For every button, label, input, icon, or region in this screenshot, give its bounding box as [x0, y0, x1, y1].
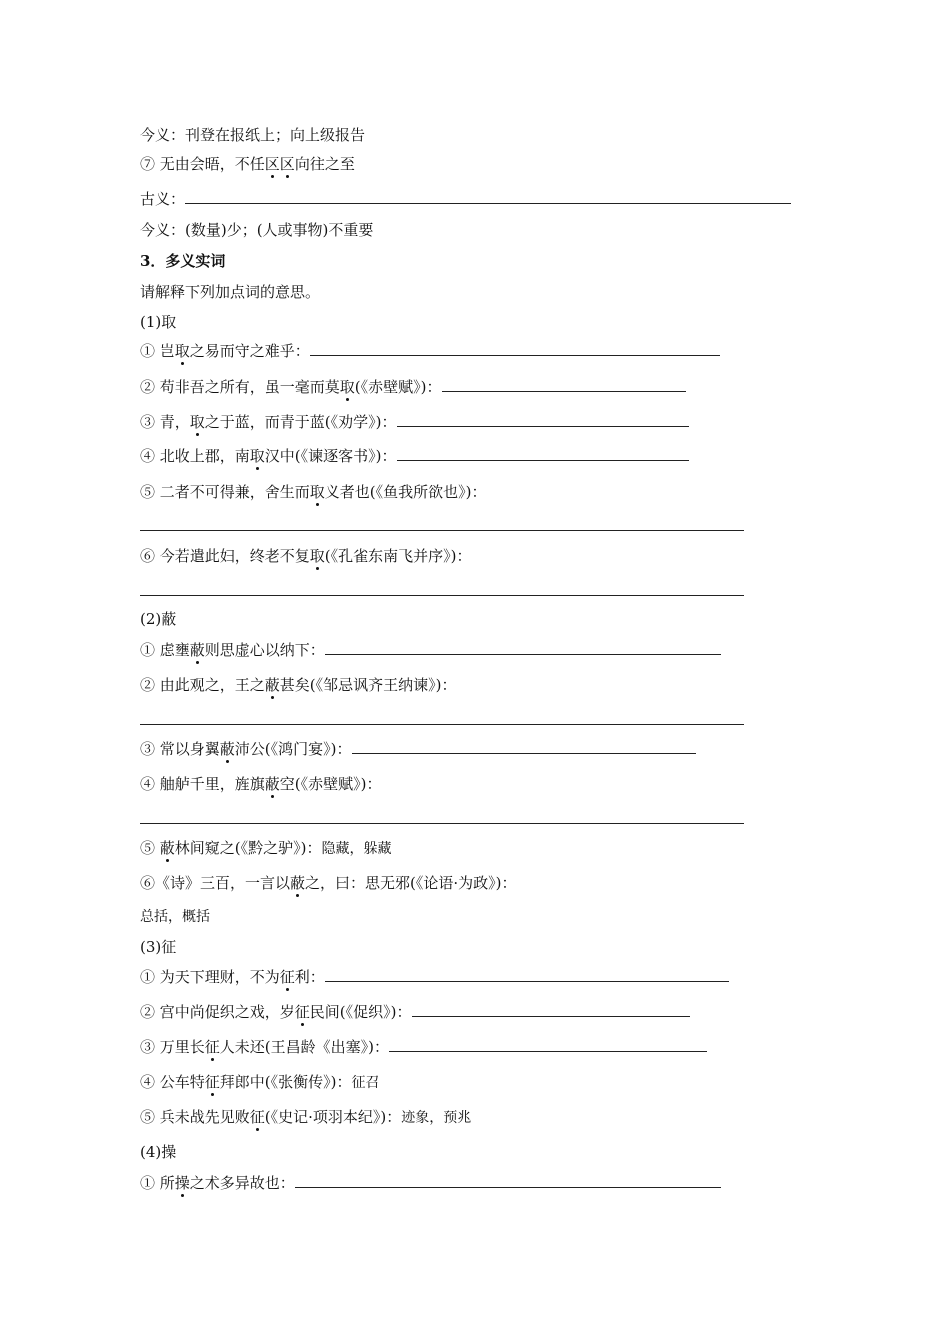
guyi-line: 古义：	[140, 189, 791, 209]
dotted-char: 征	[294, 1003, 310, 1021]
dotted-char: 取	[249, 447, 265, 465]
answer-line[interactable]	[140, 724, 744, 725]
dotted-char: 操	[174, 1174, 190, 1192]
word-title-zheng: (3)征	[140, 938, 177, 956]
dotted-char: 取	[339, 378, 355, 396]
answer-text: 迹象，预兆	[401, 1110, 472, 1126]
answer-blank[interactable]	[352, 739, 696, 754]
dotted-char: 取	[189, 413, 205, 431]
question-item: ② 由此观之，王之蔽甚矣(《邹忌讽齐王纳谏》)：	[140, 676, 457, 694]
question-item: ① 为天下理财，不为征利：	[140, 967, 729, 987]
answer-blank[interactable]	[310, 341, 720, 356]
answer-text: 征召	[351, 1075, 380, 1091]
question-item: ⑤ 蔽林间窥之(《黔之驴》)：隐藏，躲藏	[140, 839, 392, 857]
dotted-char: 取	[309, 547, 325, 565]
answer-line[interactable]	[140, 595, 744, 596]
answer-text: 总括，概括	[140, 909, 210, 925]
answer-blank[interactable]	[295, 1173, 721, 1188]
answer-blank[interactable]	[442, 377, 686, 392]
answer-blank[interactable]	[389, 1037, 707, 1052]
word-title-qu: (1)取	[140, 313, 177, 331]
dotted-char: 蔽	[159, 839, 175, 857]
answer-line[interactable]	[140, 530, 744, 531]
dotted-char: 区	[264, 155, 280, 173]
answer-blank[interactable]	[325, 640, 721, 655]
question-item: ① 所操之术多异故也：	[140, 1173, 721, 1193]
dotted-char: 区	[279, 155, 295, 173]
answer-blank[interactable]	[397, 446, 689, 461]
question-item: ③ 常以身翼蔽沛公(《鸿门宴》)：	[140, 739, 696, 759]
word-title-cao: (4)操	[140, 1143, 177, 1161]
question-item: ④ 北收上郡，南取汉中(《谏逐客书》)：	[140, 446, 689, 466]
answer-blank[interactable]	[325, 967, 729, 982]
question-item: ① 岂取之易而守之难乎：	[140, 341, 720, 361]
question-item: ⑤ 兵未战先见败征(《史记·项羽本纪》)：迹象，预兆	[140, 1108, 472, 1126]
dotted-char: 蔽	[264, 775, 280, 793]
question-item: ① 虑壅蔽则思虚心以纳下：	[140, 640, 721, 660]
answer-text: 隐藏，躲藏	[321, 841, 392, 857]
section-heading: 3．多义实词	[140, 252, 226, 270]
question-item: ③ 青，取之于蓝，而青于蓝(《劝学》)：	[140, 412, 689, 432]
instruction-text: 请解释下列加点词的意思。	[140, 283, 321, 301]
dotted-char: 征	[204, 1038, 220, 1056]
answer-line[interactable]	[140, 823, 744, 824]
dotted-char: 取	[174, 342, 190, 360]
answer-blank[interactable]	[397, 412, 689, 427]
question-item: ② 苟非吾之所有，虽一毫而莫取(《赤壁赋》)：	[140, 377, 686, 397]
question-item: ④ 舳舻千里，旌旗蔽空(《赤壁赋》)：	[140, 775, 382, 793]
dotted-char: 取	[309, 483, 325, 501]
dotted-char: 征	[204, 1073, 220, 1091]
dotted-char: 蔽	[264, 676, 280, 694]
question-item: ⑥《诗》三百，一言以蔽之，曰：思无邪(《论语·为政》)：	[140, 874, 517, 892]
jinyi-line-1: 今义：刊登在报纸上；向上级报告	[140, 126, 366, 144]
dotted-char: 蔽	[290, 874, 306, 892]
dotted-char: 征	[279, 968, 295, 986]
answer-blank[interactable]	[185, 189, 791, 204]
question-item: ③ 万里长征人未还(王昌龄《出塞》)：	[140, 1037, 707, 1057]
answer-blank[interactable]	[412, 1002, 690, 1017]
item-7-line: ⑦ 无由会晤，不任区区向往之至	[140, 155, 355, 173]
dotted-char: 蔽	[219, 740, 235, 758]
word-title-bi: (2)蔽	[140, 610, 177, 628]
question-item: ④ 公车特征拜郎中(《张衡传》)：征召	[140, 1073, 380, 1091]
dotted-char: 征	[249, 1108, 265, 1126]
question-item: ⑥ 今若遣此妇，终老不复取(《孔雀东南飞并序》)：	[140, 547, 472, 565]
jinyi-line-2: 今义：(数量)少；(人或事物)不重要	[140, 221, 374, 239]
question-item: ⑤ 二者不可得兼，舍生而取义者也(《鱼我所欲也》)：	[140, 483, 487, 501]
dotted-char: 蔽	[189, 641, 205, 659]
question-item: ② 宫中尚促织之戏，岁征民间(《促织》)：	[140, 1002, 690, 1022]
